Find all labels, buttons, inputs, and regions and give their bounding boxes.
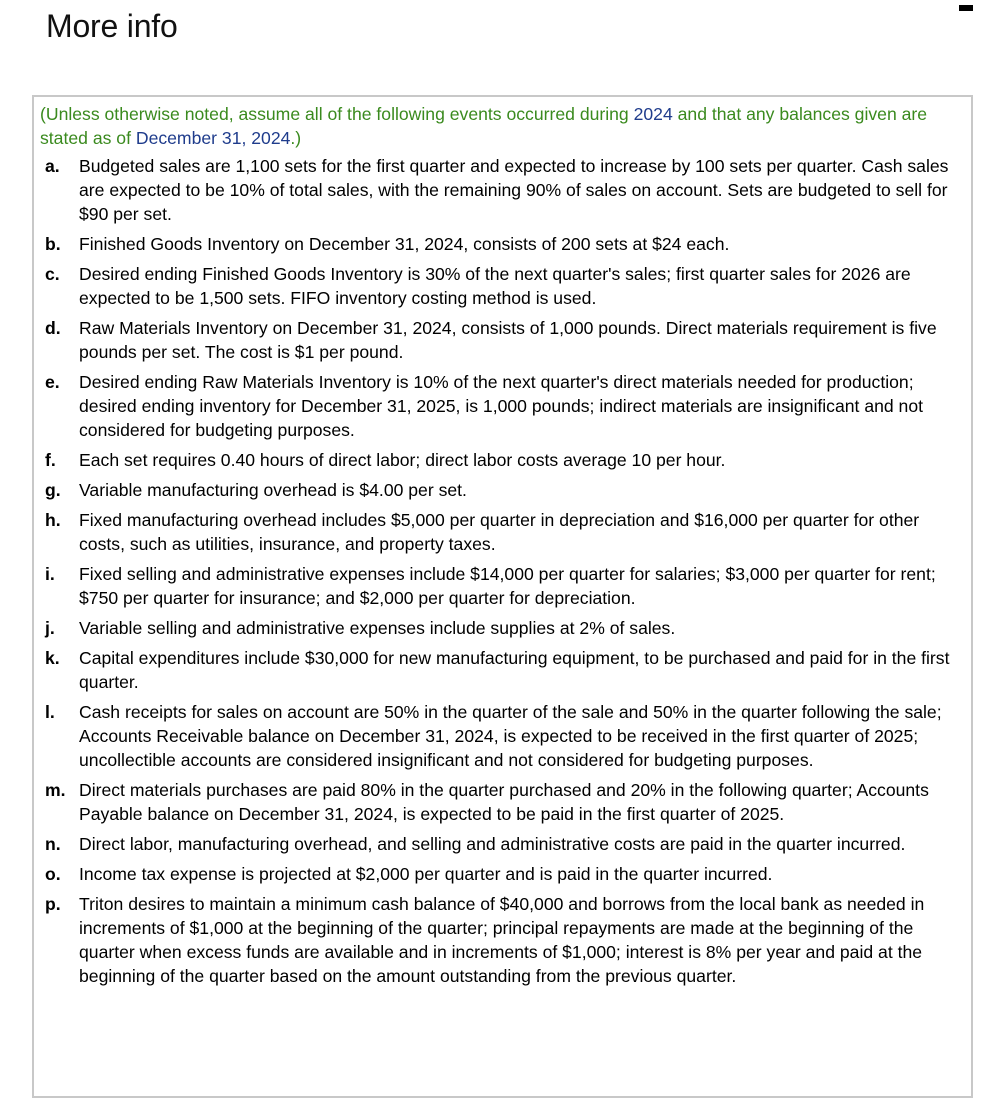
list-item <box>40 562 965 610</box>
item-text: Raw Materials Inventory on December 31, 2024, consists of 1,000 pounds. Direct materials requirement is five pounds per set. The cost is $1 per pound. <box>79 318 937 362</box>
intro-text-1: (Unless otherwise noted, assume all of the following events occurred during <box>40 104 634 124</box>
item-letter: b. <box>45 234 61 254</box>
item-letter: f. <box>45 450 56 470</box>
item-letter: l. <box>45 702 55 722</box>
list-item <box>40 862 965 886</box>
list-item <box>40 832 965 856</box>
item-letter: j. <box>45 618 55 638</box>
item-letter: d. <box>45 318 61 338</box>
list-item <box>40 316 965 364</box>
item-text: Variable selling and administrative expenses include supplies at 2% of sales. <box>79 618 676 638</box>
item-text: Direct labor, manufacturing overhead, and selling and administrative costs are paid in the quarter incurred. <box>79 834 906 854</box>
item-text: Triton desires to maintain a minimum cash balance of $40,000 and borrows from the local bank as needed in increments of $1,000 at the beginning of the quarter; principal repayments are made at the beginning of the quarter when excess funds are available and in increments of $1,000; interest is 8% per year and paid at the beginning of the quarter based on the amount outstanding from the previous quarter. <box>79 894 925 986</box>
item-letter: p. <box>45 894 61 914</box>
item-letter: h. <box>45 510 61 530</box>
item-text: Fixed selling and administrative expenses include $14,000 per quarter for salaries; $3,000 per quarter for rent; $750 per quarter for insurance; and $2,000 per quarter for depreciation. <box>79 564 936 608</box>
item-letter: o. <box>45 864 61 884</box>
intro-year: 2024 <box>633 104 673 124</box>
intro-text-2: and that any balances given are stated as of <box>40 104 928 148</box>
item-letter: a. <box>45 156 60 176</box>
intro-note <box>40 102 970 150</box>
item-letter: k. <box>45 648 60 668</box>
item-text: Desired ending Finished Goods Inventory is 30% of the next quarter's sales; first quarter sales for 2026 are expected to be 1,500 sets. FIFO inventory costing method is used. <box>79 264 911 308</box>
list-item <box>40 892 965 988</box>
item-text: Direct materials purchases are paid 80% in the quarter purchased and 20% in the following quarter; Accounts Payable balance on December 31, 2024, is expected to be paid in the first quarter of 2025. <box>79 780 929 824</box>
list-item <box>40 478 965 502</box>
item-text: Variable manufacturing overhead is $4.00 per set. <box>79 480 467 500</box>
item-text: Finished Goods Inventory on December 31, 2024, consists of 200 sets at $24 each. <box>79 234 730 254</box>
list-item <box>40 370 965 442</box>
item-text: Fixed manufacturing overhead includes $5,000 per quarter in depreciation and $16,000 per quarter for other costs, such as utilities, insurance, and property taxes. <box>79 510 920 554</box>
intro-text-3: .) <box>290 128 302 148</box>
list-item <box>40 646 965 694</box>
item-letter: i. <box>45 564 55 584</box>
list-item <box>40 232 965 256</box>
info-list <box>40 154 965 994</box>
list-item <box>40 448 965 472</box>
item-letter: n. <box>45 834 61 854</box>
intro-date: December 31, 2024 <box>135 128 291 148</box>
list-item <box>40 262 965 310</box>
list-item <box>40 616 965 640</box>
item-text: Each set requires 0.40 hours of direct labor; direct labor costs average 10 per hour. <box>79 450 726 470</box>
list-item <box>40 508 965 556</box>
item-letter: c. <box>45 264 60 284</box>
list-item <box>40 700 965 772</box>
list-item <box>40 154 965 226</box>
list-item <box>40 778 965 826</box>
item-text: Budgeted sales are 1,100 sets for the first quarter and expected to increase by 100 sets per quarter. Cash sales are expected to be 10% of total sales, with the remaining 90% of sales on account. Sets are budgeted to sell for $90 per set. <box>79 156 949 224</box>
item-text: Income tax expense is projected at $2,000 per quarter and is paid in the quarter incurred. <box>79 864 773 884</box>
close-icon[interactable] <box>959 5 973 11</box>
item-text: Cash receipts for sales on account are 50% in the quarter of the sale and 50% in the quarter following the sale; Accounts Receivable balance on December 31, 2024, is expected to be received in the first quarter of 2025; uncollectible accounts are considered insignificant and not considered for budgeting purposes. <box>79 702 942 770</box>
item-text: Capital expenditures include $30,000 for new manufacturing equipment, to be purchased and paid for in the first quarter. <box>79 648 950 692</box>
item-letter: m. <box>45 780 66 800</box>
page-title: More info <box>46 8 178 44</box>
item-text: Desired ending Raw Materials Inventory is 10% of the next quarter's direct materials needed for production; desired ending inventory for December 31, 2025, is 1,000 pounds; indirect materials are insignificant and not considered for budgeting purposes. <box>79 372 924 440</box>
item-letter: g. <box>45 480 61 500</box>
item-letter: e. <box>45 372 60 392</box>
